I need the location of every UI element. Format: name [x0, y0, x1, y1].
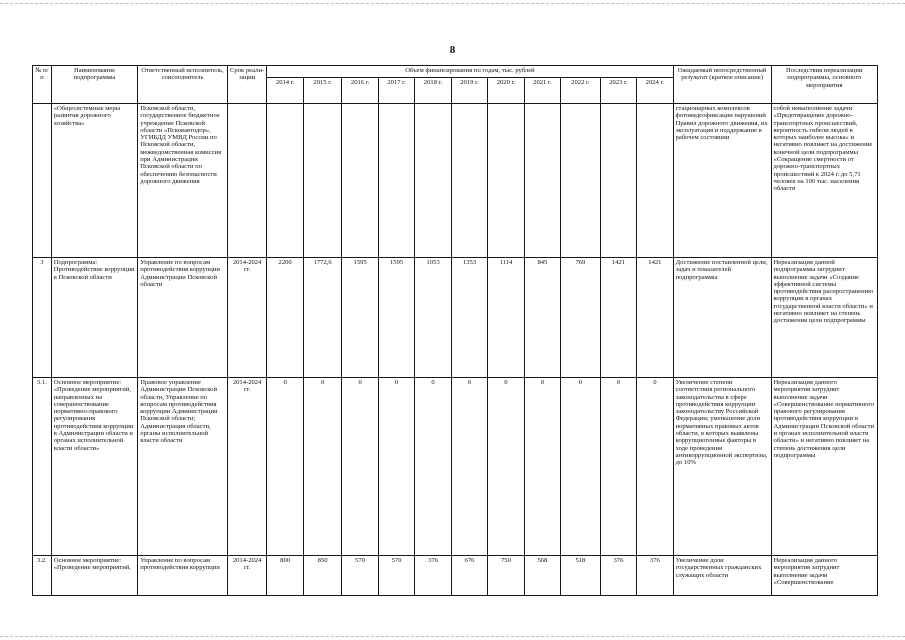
row-consequences: Нереализация данного мероприятия затруднит выполнение задачи «Совершенствование	[771, 556, 877, 596]
scan-edge-bottom	[0, 636, 905, 637]
row-number: 3.1.	[33, 378, 52, 556]
row-result: Достижение поставленной цели, задач и показателей подпрограммы	[673, 258, 771, 378]
row-value	[415, 104, 451, 258]
header-year: 2020 г.	[488, 78, 524, 104]
row-value	[303, 104, 342, 258]
row-term: 2014-2024 гг.	[227, 378, 267, 556]
row-result: Увеличение доли государственных гражданских служащих области	[673, 556, 771, 596]
header-year: 2024 г.	[637, 78, 673, 104]
header-executor: Ответственный исполнитель, соисполнитель	[138, 66, 228, 104]
row-term	[227, 104, 267, 258]
funding-table	[32, 65, 878, 596]
table-row	[33, 258, 878, 378]
header-year: 2014 г.	[267, 78, 303, 104]
row-value: 850	[303, 556, 342, 596]
page-number: 8	[449, 44, 456, 56]
header-name: Наименование подпрограммы	[51, 66, 137, 104]
row-value	[378, 104, 414, 258]
row-executor: Псковской области, государственное бюджетное учреждение Псковской области «Псковавтодор», УГИБДД УМВД России по Псковской области, межведомственная комиссия при Администрации Псковской области по обеспечению безопасности дорожного движения	[138, 104, 228, 258]
row-value: 0	[488, 378, 524, 556]
header-year: 2016 г.	[342, 78, 378, 104]
row-name: Основное мероприятие: «Проведение мероприятий, направленных на совершенствование нормативно-правового регулирования противодействия коррупции в Администрации области и органах исполнительной власти области»	[51, 378, 137, 556]
row-consequences: собой невыполнение задачи «Предотвращение дорожно-транспортных происшествий, вероятность гибели людей в которых наиболее высока» и негативно повлияет на достижение конечной цели подпрограммы «Сокращение смертности от дорожно-транспортных происшествий к 2024 г. до 5,71 человек на 100 тыс. населения области	[771, 104, 877, 258]
row-term: 2014-2024 гг.	[227, 556, 267, 596]
row-executor: Правовое управление Администрации Псковской области, Управление по вопросам противодействия коррупции Администрации Псковской области; Администрация области, органы исполнительной власти области	[138, 378, 228, 556]
row-value: 1353	[451, 258, 487, 378]
header-no: № п/п	[33, 66, 52, 104]
row-value	[451, 104, 487, 258]
row-value	[342, 104, 378, 258]
row-value: 750	[488, 556, 524, 596]
header-result: Ожидаемый непосредственный результат (краткое описание)	[673, 66, 771, 104]
row-value: 1772,6	[303, 258, 342, 378]
row-value: 800	[267, 556, 303, 596]
header-year: 2023 г.	[600, 78, 636, 104]
row-value	[637, 104, 673, 258]
row-value	[267, 104, 303, 258]
row-value: 1595	[342, 258, 378, 378]
row-value: 1114	[488, 258, 524, 378]
row-value: 1595	[378, 258, 414, 378]
row-value	[524, 104, 560, 258]
row-value: 0	[600, 378, 636, 556]
row-result: Увеличение степени соответствия регионального законодательства в сфере противодействия коррупции законодательству Российской Федерации; уменьшение доли нормативных правовых актов области, в которых выявлены коррупциогенные факторы в ходе проведения антикоррупционной экспертизы, до 10%	[673, 378, 771, 556]
row-value	[561, 104, 601, 258]
row-value: 570	[378, 556, 414, 596]
header-year: 2018 г.	[415, 78, 451, 104]
row-value: 0	[451, 378, 487, 556]
header-funding: Объем финансирования по годам, тыс. рублей	[267, 66, 673, 78]
row-consequences: Нереализация данного мероприятия затруднит выполнение задачи «Совершенствование нормативного правового регулирования противодействия коррупции в Администрации Псковской области и органах исполнительной власти области» и негативно повлияет на степень достижения цели подпрограммы	[771, 378, 877, 556]
header-year: 2019 г.	[451, 78, 487, 104]
row-value: 676	[451, 556, 487, 596]
row-value: 376	[600, 556, 636, 596]
row-executor: Управление по вопросам противодействия коррупции Администрации Псковской области	[138, 258, 228, 378]
header-year: 2015 г.	[303, 78, 342, 104]
row-value	[488, 104, 524, 258]
row-value: 0	[267, 378, 303, 556]
header-year: 2022 г.	[561, 78, 601, 104]
row-value	[600, 104, 636, 258]
header-term: Срок реали-зации	[227, 66, 267, 104]
row-consequences: Нереализация данной подпрограммы затруднит выполнение задачи «Создание эффективной системы противодействия распространению коррупции в органах государственной власти области» и негативно повлияет на степень достижения цели подпрограммы	[771, 258, 877, 378]
row-value: 568	[524, 556, 560, 596]
row-result: стационарных комплексов фотовидеофиксации нарушений Правил дорожного движения, их эксплуатация и поддержание в рабочем состоянии	[673, 104, 771, 258]
row-value: 0	[561, 378, 601, 556]
row-value: 1421	[637, 258, 673, 378]
row-value: 1053	[415, 258, 451, 378]
header-year: 2021 г.	[524, 78, 560, 104]
row-value: 2200	[267, 258, 303, 378]
row-value: 0	[637, 378, 673, 556]
row-name: «Общесистемные меры развития дорожного хозяйства»	[51, 104, 137, 258]
row-number: 3	[33, 258, 52, 378]
row-value: 0	[415, 378, 451, 556]
row-value: 769	[561, 258, 601, 378]
row-value: 1421	[600, 258, 636, 378]
row-value: 570	[342, 556, 378, 596]
row-executor: Управление по вопросам противодействия коррупции	[138, 556, 228, 596]
row-value: 0	[524, 378, 560, 556]
scan-edge-top	[0, 3, 905, 4]
table-row	[33, 378, 878, 556]
row-name: Основное мероприятие: «Проведение мероприятий,	[51, 556, 137, 596]
header-consequences: Последствия нереализации подпрограммы, основного мероприятия	[771, 66, 877, 104]
row-number	[33, 104, 52, 258]
row-value: 0	[303, 378, 342, 556]
row-value: 376	[415, 556, 451, 596]
row-value: 845	[524, 258, 560, 378]
row-value: 376	[637, 556, 673, 596]
row-value: 0	[342, 378, 378, 556]
header-year: 2017 г.	[378, 78, 414, 104]
row-number: 3.2.	[33, 556, 52, 596]
row-value: 518	[561, 556, 601, 596]
table-row	[33, 104, 878, 258]
row-value: 0	[378, 378, 414, 556]
table-row	[33, 556, 878, 596]
row-term: 2014-2024 гг.	[227, 258, 267, 378]
row-name: Подпрограмма: Противодействие коррупции в Псковской области	[51, 258, 137, 378]
